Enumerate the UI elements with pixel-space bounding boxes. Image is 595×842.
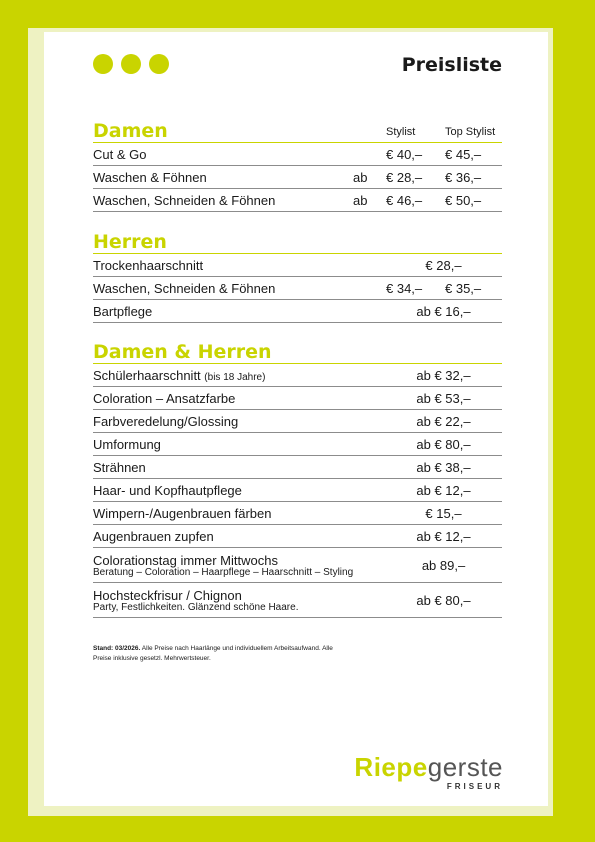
price-stylist: € 28,– — [386, 170, 423, 185]
service-label: Haar- und Kopfhautpflege — [93, 483, 242, 498]
service-label-main: Schülerhaarschnitt — [93, 368, 201, 383]
price-sheet — [44, 32, 548, 806]
section-title: Damen — [93, 120, 168, 142]
service-label: Waschen & Föhnen — [93, 170, 207, 185]
section-damen — [93, 120, 502, 212]
service-label: Bartpflege — [93, 304, 153, 319]
ab-prefix: ab — [353, 170, 368, 185]
service-note: Party, Festlichkeiten. Glänzend schöne Haare. — [93, 602, 299, 613]
ab-prefix: ab — [353, 193, 368, 208]
price-row — [93, 189, 502, 212]
price-row — [93, 525, 502, 548]
service-label: Umformung — [93, 437, 161, 452]
service-label: Colorationstag immer Mittwochs — [93, 553, 278, 568]
dot-icon — [121, 54, 141, 74]
price: € 28,– — [425, 258, 462, 273]
price-row — [93, 583, 502, 618]
price: ab 89,– — [421, 558, 466, 573]
price-row — [93, 277, 502, 300]
price-row — [93, 456, 502, 479]
price-row — [93, 300, 502, 323]
footnote — [93, 644, 353, 664]
service-label: Waschen, Schneiden & Föhnen — [93, 281, 276, 296]
section-damen-herren — [93, 341, 502, 618]
price-row — [93, 364, 502, 387]
footnote-date: Stand: 03/2026. — [93, 645, 141, 652]
price-row — [93, 143, 502, 166]
price-row — [93, 410, 502, 433]
dot-icon — [93, 54, 113, 74]
price-stylist: € 46,– — [386, 193, 423, 208]
service-label: Trockenhaarschnitt — [93, 258, 204, 273]
price-row — [93, 502, 502, 525]
logo-part-2: gerste — [427, 752, 503, 782]
price-row — [93, 166, 502, 189]
price-top-stylist: € 35,– — [445, 281, 482, 296]
price: ab € 32,– — [416, 368, 471, 383]
price-top-stylist: € 36,– — [445, 170, 482, 185]
service-label: Farbveredelung/Glossing — [93, 414, 239, 429]
service-label: Hochsteckfrisur / Chignon — [93, 588, 242, 603]
section-title: Herren — [93, 231, 167, 253]
price-row — [93, 254, 502, 277]
price: ab € 38,– — [416, 460, 471, 475]
brand-logo — [354, 754, 503, 791]
price-row — [93, 479, 502, 502]
price: ab € 22,– — [416, 414, 471, 429]
section-header — [93, 341, 502, 364]
price-stylist: € 40,– — [386, 147, 423, 162]
service-note: (bis 18 Jahre) — [204, 372, 266, 383]
price-stylist: € 34,– — [386, 281, 423, 296]
dot-icon — [149, 54, 169, 74]
price: ab € 80,– — [416, 437, 471, 452]
service-note: Beratung – Coloration – Haarpflege – Haarschnitt – Styling — [93, 567, 354, 578]
page-title: Preisliste — [401, 54, 502, 76]
price-row — [93, 433, 502, 456]
price: ab € 12,– — [416, 483, 471, 498]
price: ab € 53,– — [416, 391, 471, 406]
price: € 15,– — [425, 506, 462, 521]
price-row — [93, 548, 502, 583]
service-label: Augenbrauen zupfen — [93, 529, 214, 544]
service-label: Coloration – Ansatzfarbe — [93, 391, 236, 406]
footnote-text: Alle Preise nach Haarlänge und individuellem Arbeitsaufwand. Alle Preise inklusive gesetzl. Mehrwertsteuer. — [93, 645, 333, 662]
section-herren — [93, 231, 502, 323]
price: ab € 12,– — [416, 529, 471, 544]
price-row — [93, 387, 502, 410]
decorative-dots — [93, 54, 169, 74]
service-label: Waschen, Schneiden & Föhnen — [93, 193, 276, 208]
section-header — [93, 231, 502, 254]
service-label: Cut & Go — [93, 147, 147, 162]
price: ab € 80,– — [416, 593, 471, 608]
price-top-stylist: € 50,– — [445, 193, 482, 208]
column-header-top-stylist: Top Stylist — [445, 126, 496, 138]
service-label: Wimpern-/Augenbrauen färben — [93, 506, 272, 521]
service-label: Strähnen — [93, 460, 146, 475]
logo-part-1: Riepe — [354, 752, 428, 782]
logo-subtitle: FRISEUR — [446, 782, 503, 791]
section-title: Damen & Herren — [93, 341, 272, 363]
column-header-stylist: Stylist — [386, 126, 416, 138]
section-header — [93, 120, 502, 143]
logo-wordmark — [354, 754, 503, 780]
price-top-stylist: € 45,– — [445, 147, 482, 162]
price: ab € 16,– — [416, 304, 471, 319]
